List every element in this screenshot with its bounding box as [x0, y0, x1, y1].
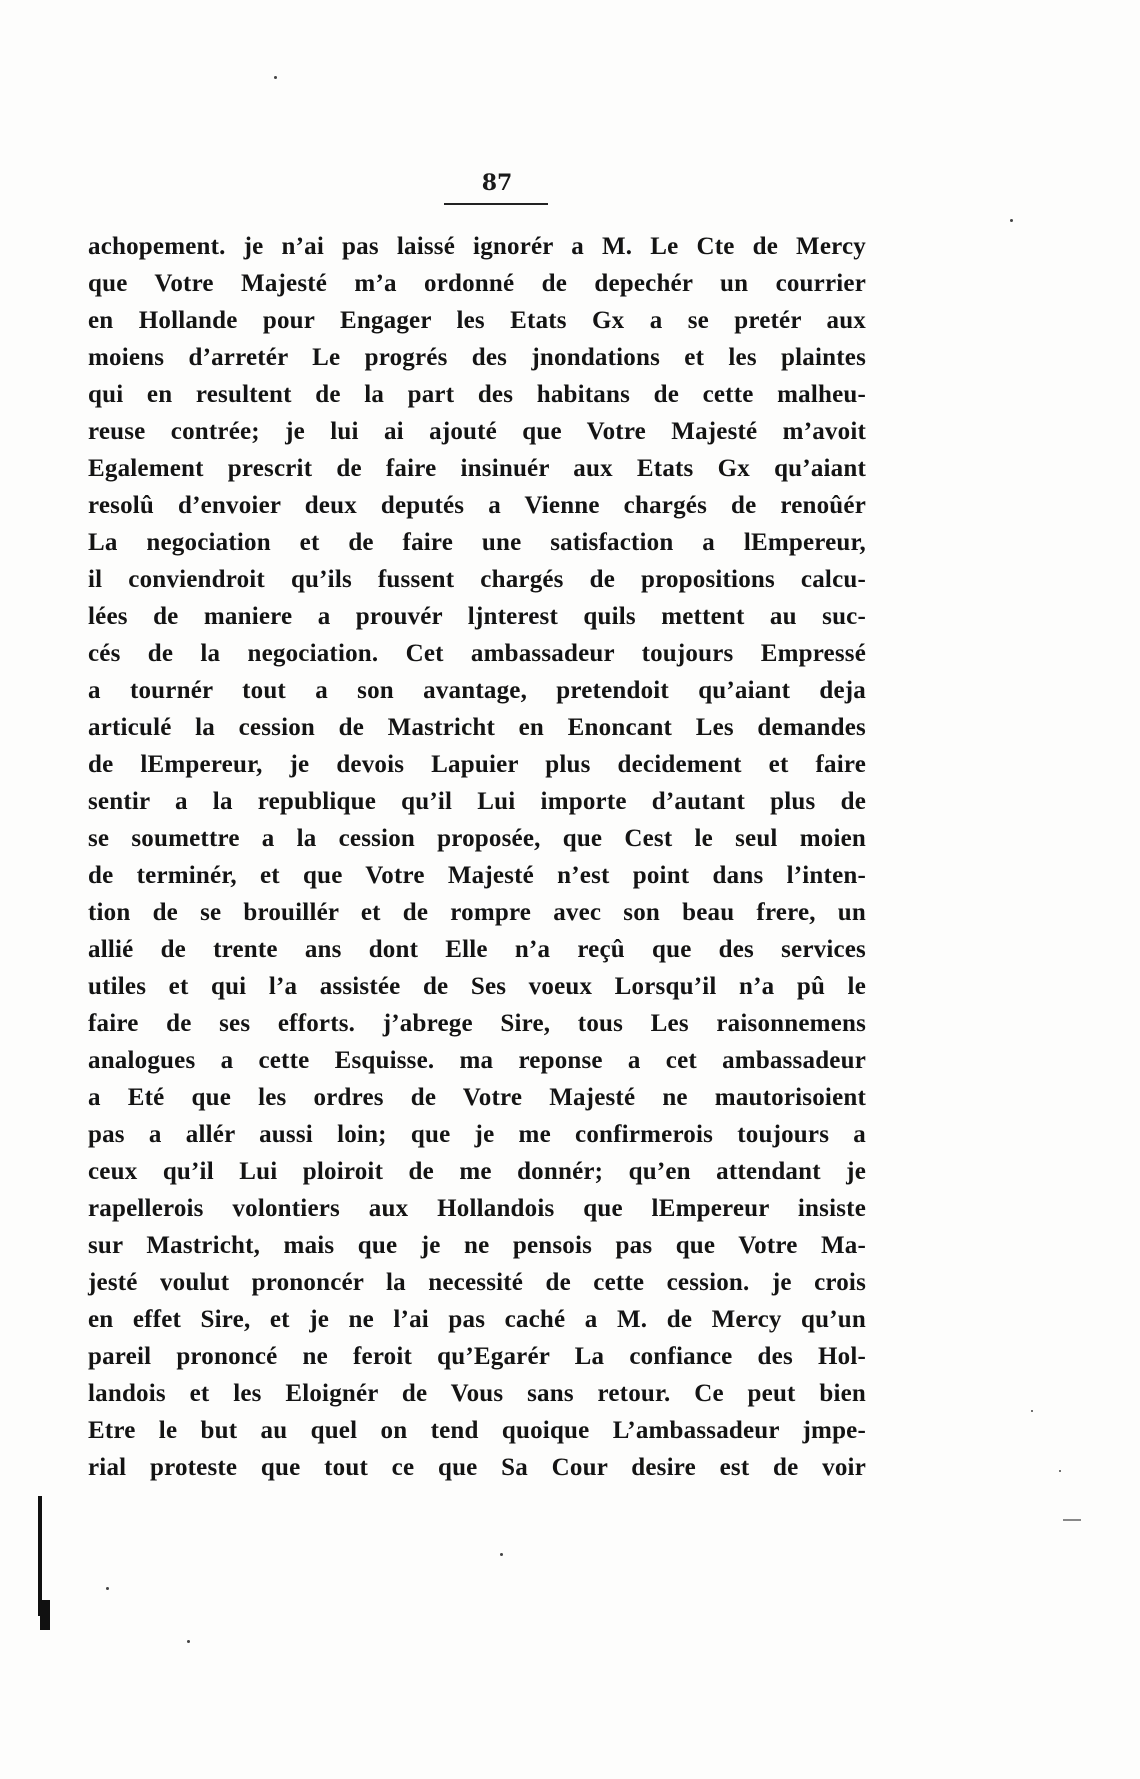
text-line: a Eté que les ordres de Votre Majesté ne mautorisoient	[88, 1084, 866, 1111]
body-text	[88, 228, 866, 1486]
text-line: rial proteste que tout ce que Sa Cour desire est de voir	[88, 1454, 866, 1481]
text-line: en Hollande pour Engager les Etats Gx a se pretér aux	[88, 307, 866, 334]
text-line: La negociation et de faire une satisfaction a lEmpereur,	[88, 529, 866, 556]
text-line: cés de la negociation. Cet ambassadeur toujours Empressé	[88, 640, 866, 667]
text-line: landois et les Eloignér de Vous sans retour. Ce peut bien	[88, 1380, 866, 1407]
text-line: Egalement prescrit de faire insinuér aux Etats Gx qu’aiant	[88, 455, 866, 482]
text-line: se soumettre a la cession proposée, que Cest le seul moien	[88, 825, 866, 852]
text-line: moiens d’arretér Le progrés des jnondations et les plaintes	[88, 344, 866, 371]
text-line: sur Mastricht, mais que je ne pensois pas que Votre Ma-	[88, 1232, 866, 1259]
text-line: ceux qu’il Lui ploiroit de me donnér; qu’en attendant je	[88, 1158, 866, 1185]
text-line: pas a allér aussi loin; que je me confirmerois toujours a	[88, 1121, 866, 1148]
text-line: resolû d’envoier deux deputés a Vienne chargés de renoûér	[88, 492, 866, 519]
page-number-rule	[444, 203, 548, 205]
text-line: de terminér, et que Votre Majesté n’est point dans l’inten-	[88, 862, 866, 889]
text-line: en effet Sire, et je ne l’ai pas caché a M. de Mercy qu’un	[88, 1306, 866, 1333]
scan-speck	[1031, 1410, 1033, 1412]
scan-speck	[187, 1640, 190, 1643]
text-line: de lEmpereur, je devois Lapuier plus decidement et faire	[88, 751, 866, 778]
scan-speck	[274, 76, 277, 79]
binding-mark	[40, 1600, 50, 1630]
text-line: reuse contrée; je lui ai ajouté que Votre Majesté m’avoit	[88, 418, 866, 445]
text-line: jesté voulut prononcér la necessité de cette cession. je crois	[88, 1269, 866, 1296]
binding-mark	[38, 1496, 42, 1616]
page-number: 87	[481, 170, 513, 196]
text-line: utiles et qui l’a assistée de Ses voeux Lorsqu’il n’a pû le	[88, 973, 866, 1000]
text-line: lées de maniere a prouvér ljnterest quils mettent au suc-	[88, 603, 866, 630]
text-line: qui en resultent de la part des habitans de cette malheu-	[88, 381, 866, 408]
edge-mark	[1063, 1519, 1081, 1521]
scan-speck	[500, 1553, 503, 1556]
text-line: tion de se brouillér et de rompre avec son beau frere, un	[88, 899, 866, 926]
text-line: que Votre Majesté m’a ordonné de depechér un courrier	[88, 270, 866, 297]
text-line: pareil prononcé ne feroit qu’Egarér La confiance des Hol-	[88, 1343, 866, 1370]
text-line: analogues a cette Esquisse. ma reponse a cet ambassadeur	[88, 1047, 866, 1074]
text-line: articulé la cession de Mastricht en Enoncant Les demandes	[88, 714, 866, 741]
scan-speck	[1010, 219, 1013, 222]
text-line: rapellerois volontiers aux Hollandois que lEmpereur insiste	[88, 1195, 866, 1222]
text-line: Etre le but au quel on tend quoique L’ambassadeur jmpe-	[88, 1417, 866, 1444]
scan-speck	[106, 1587, 109, 1590]
text-line: il conviendroit qu’ils fussent chargés de propositions calcu-	[88, 566, 866, 593]
text-line: achopement. je n’ai pas laissé ignorér a M. Le Cte de Mercy	[88, 233, 866, 260]
text-line: faire de ses efforts. j’abrege Sire, tous Les raisonnemens	[88, 1010, 866, 1037]
scan-speck	[1059, 1470, 1061, 1472]
text-line: allié de trente ans dont Elle n’a reçû que des services	[88, 936, 866, 963]
text-line: a tournér tout a son avantage, pretendoit qu’aiant deja	[88, 677, 866, 704]
text-line: sentir a la republique qu’il Lui importe d’autant plus de	[88, 788, 866, 815]
